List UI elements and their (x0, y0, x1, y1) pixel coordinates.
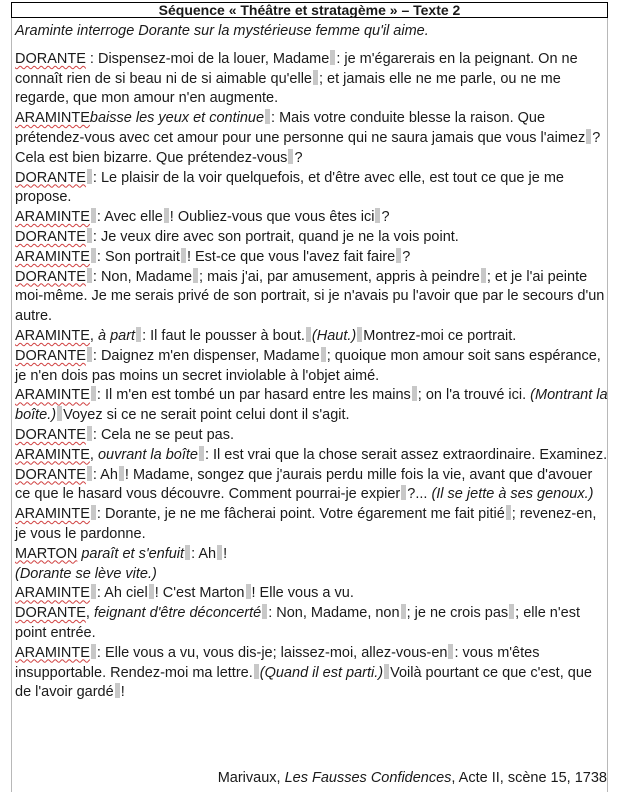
line-text: ; mais j'ai, par amusement, appris à peindre (199, 268, 480, 285)
line-text: : Daignez m'en dispenser, Madame (92, 347, 320, 364)
line-text: ? Cela est bien bizarre. Que prétendez-vous (15, 129, 601, 166)
stage-direction: (Montrant la boîte.) (15, 387, 608, 424)
speaker-name: ARAMINTE (15, 644, 90, 661)
nbsp-marker (91, 248, 96, 263)
line-text: : Je veux dire avec son portrait, quand je ne la vois point. (92, 228, 459, 245)
speaker-name: DORANTE (15, 268, 86, 285)
line-text: : Mais votre conduite blesse la raison. Que prétendez-vous avec cet amour pour une personne qui ne saura jamais que vous l'aimez (15, 110, 586, 146)
line-text: ? (402, 248, 411, 265)
dialogue-line (15, 584, 609, 604)
line-text: ?... (407, 486, 432, 503)
nbsp-marker (509, 604, 514, 619)
source-citation (218, 770, 607, 786)
line-text: , (89, 327, 98, 344)
line-text: : Le plaisir de la voir quelquefois, et d'être avec elle, est tout ce que je me propose. (15, 169, 564, 206)
nbsp-marker (57, 406, 62, 421)
line-text: : Dorante, je ne me fâcherai point. Votre égarement me fait pitié (96, 506, 505, 523)
nbsp-marker (254, 664, 259, 679)
stage-direction: (Quand il est parti.) (259, 664, 384, 681)
line-text: ! Est-ce que vous l'avez fait faire (186, 248, 396, 265)
text-body (15, 22, 609, 703)
speaker-name: DORANTE (15, 605, 86, 622)
nbsp-marker (412, 386, 417, 401)
nbsp-marker (91, 505, 96, 520)
speaker-name: DORANTE (15, 50, 86, 67)
dialogue-line (15, 604, 609, 644)
stage-direction: à part (97, 327, 136, 344)
nbsp-marker (149, 584, 154, 599)
speaker-name: ARAMINTE (15, 248, 90, 265)
dialogue-line (15, 386, 609, 426)
line-text: , (85, 605, 94, 622)
nbsp-marker (401, 485, 406, 500)
intro-direction: Araminte interroge Dorante sur la mystérieuse femme qu'il aime. (15, 23, 429, 39)
nbsp-marker (87, 268, 92, 283)
nbsp-marker (396, 248, 401, 263)
speaker-name: ARAMINTE (15, 446, 90, 463)
line-text: Montrez-moi ce portrait. (363, 327, 517, 344)
line-text: : Ah (191, 545, 217, 562)
speaker-name: DORANTE (15, 228, 86, 245)
speaker-name: ARAMINTE (15, 209, 90, 226)
nbsp-marker (199, 446, 204, 461)
nbsp-marker (91, 386, 96, 401)
nbsp-marker (87, 466, 92, 481)
nbsp-marker (448, 644, 453, 659)
nbsp-marker (586, 129, 591, 144)
nbsp-marker (87, 169, 92, 184)
dialogue-line (15, 644, 609, 703)
line-text: ! (120, 684, 125, 701)
dialogue-line (15, 545, 609, 565)
nbsp-marker (265, 109, 270, 124)
line-text: ! Oubliez-vous que vous êtes ici (169, 209, 375, 226)
nbsp-marker (193, 268, 198, 283)
nbsp-marker (91, 644, 96, 659)
dialogue-line (15, 208, 609, 228)
line-text: : vous m'êtes insupportable. Rendez-moi ma lettre. (15, 644, 540, 681)
nbsp-marker (164, 208, 169, 223)
speaker-name: MARTON (15, 545, 78, 562)
line-text: Voilà pourtant ce que c'est, que de l'avoir gardé (15, 664, 592, 701)
line-text: ! Elle vous a vu. (251, 585, 354, 602)
stage-direction: feignant d'être déconcerté (93, 605, 262, 622)
stage-direction: (Il se jette à ses genoux.) (431, 486, 594, 503)
nbsp-marker (330, 50, 335, 65)
page-title: Séquence « Théâtre et stratagème » – Texte 2 (11, 2, 608, 18)
line-text: ; on l'a trouvé ici. (417, 387, 527, 404)
nbsp-marker (288, 149, 293, 164)
dialogue-line (15, 565, 609, 585)
stage-direction: (Dorante se lève vite.) (15, 565, 157, 582)
line-text: ! C'est Marton (154, 585, 245, 602)
speaker-name: ARAMINTE (15, 506, 90, 523)
nbsp-marker (87, 228, 92, 243)
dialogue-line (15, 228, 609, 248)
speaker-name: ARAMINTE (15, 585, 90, 602)
nbsp-marker (481, 268, 486, 283)
dialogue-line (15, 347, 609, 387)
line-text: ; et jamais elle ne me parle, ou ne me regarde, que mon amour n'en augmente. (15, 70, 561, 107)
line-text: ! (223, 545, 228, 562)
source-ref: , Acte II, scène 15, 1738 (451, 770, 607, 786)
nbsp-marker (217, 545, 222, 560)
line-text: : Cela ne se peut pas. (92, 426, 234, 443)
line-text: : Il faut le pousser à bout. (142, 327, 305, 344)
nbsp-marker (87, 426, 92, 441)
line-text: : Non, Madame (92, 268, 193, 285)
line-text: ; je ne crois pas (406, 605, 509, 622)
line-text: Voyez si ce ne serait point celui dont il s'agit. (63, 407, 350, 424)
speaker-name: ARAMINTE (15, 327, 90, 344)
stage-direction: ouvrant la boîte (97, 446, 198, 463)
line-text: ? (381, 209, 390, 226)
stage-direction: paraît et s'enfuit (81, 545, 185, 562)
dialogue-line (15, 248, 609, 268)
dialogue-line (15, 466, 609, 506)
line-text: ! Madame, songez que j'aurais perdu mille fois la vie, avant que d'avouer ce que le hasard vous découvre. Comment pourrai-je expier (15, 466, 593, 503)
nbsp-marker (506, 505, 511, 520)
speaker-name: DORANTE (15, 347, 86, 364)
speaker-name: DORANTE (15, 169, 86, 186)
line-text: : Il est vrai que la chose serait assez extraordinaire. Examinez. (204, 446, 608, 463)
line-text: : Dispensez-moi de la louer, Madame (85, 50, 330, 67)
speaker-name: DORANTE (15, 426, 86, 443)
nbsp-marker (119, 466, 124, 481)
nbsp-marker (401, 604, 406, 619)
line-text: ? (294, 149, 303, 166)
dialogue-line (15, 268, 609, 327)
source-work: Les Fausses Confidences (284, 770, 452, 786)
line-text: ; revenez-en, je vous le pardonne. (15, 506, 597, 542)
nbsp-marker (384, 664, 389, 679)
dialogue-line (15, 109, 609, 168)
dialogue-line (15, 505, 609, 545)
line-text: , (89, 446, 98, 463)
speaker-name: ARAMINTE (15, 110, 90, 127)
nbsp-marker (375, 208, 380, 223)
line-text: ; elle n'est point entrée. (15, 605, 580, 641)
nbsp-marker (246, 584, 251, 599)
speaker-name: ARAMINTE (15, 387, 90, 404)
dialogue-line (15, 426, 609, 446)
stage-direction: (Haut.) (311, 327, 357, 344)
line-text: : Avec elle (96, 209, 163, 226)
source-author: Marivaux, (217, 770, 285, 786)
nbsp-marker (313, 70, 318, 85)
dialogue-line (15, 169, 609, 209)
line-text: : Son portrait (96, 248, 180, 265)
dialogue-line (15, 327, 609, 347)
speaker-name: DORANTE (15, 466, 86, 483)
nbsp-marker (87, 347, 92, 362)
nbsp-marker (321, 347, 326, 362)
line-text: ; quoique mon amour soit sans espérance, je n'en dois pas moins un secret inviolable à l'objet aimé. (15, 347, 601, 384)
dialogue (15, 50, 609, 703)
nbsp-marker (185, 545, 190, 560)
stage-direction: baisse les yeux et continue (89, 110, 265, 127)
nbsp-marker (181, 248, 186, 263)
line-text: : Ah ciel (96, 585, 148, 602)
line-text: : Non, Madame, non (268, 605, 400, 622)
line-text: : Elle vous a vu, vous dis-je; laissez-moi, allez-vous-en (96, 644, 448, 661)
line-text: : Il m'en est tombé un par hasard entre les mains (96, 387, 411, 404)
dialogue-line (15, 446, 609, 466)
line-text: : je m'égarerais en la peignant. On ne connaît rien de si beau ni de si aimable qu'elle (15, 50, 578, 87)
line-text: : Ah (92, 466, 118, 483)
line-text: ; et je l'ai peinte moi-même. Je me serais privé de son portrait, si je n'avais pu l'avoir que par le secours d'un autre. (15, 268, 605, 325)
nbsp-marker (91, 208, 96, 223)
nbsp-marker (306, 327, 311, 342)
nbsp-marker (136, 327, 141, 342)
nbsp-marker (91, 584, 96, 599)
nbsp-marker (115, 683, 120, 698)
nbsp-marker (262, 604, 267, 619)
nbsp-marker (357, 327, 362, 342)
dialogue-line (15, 50, 609, 109)
